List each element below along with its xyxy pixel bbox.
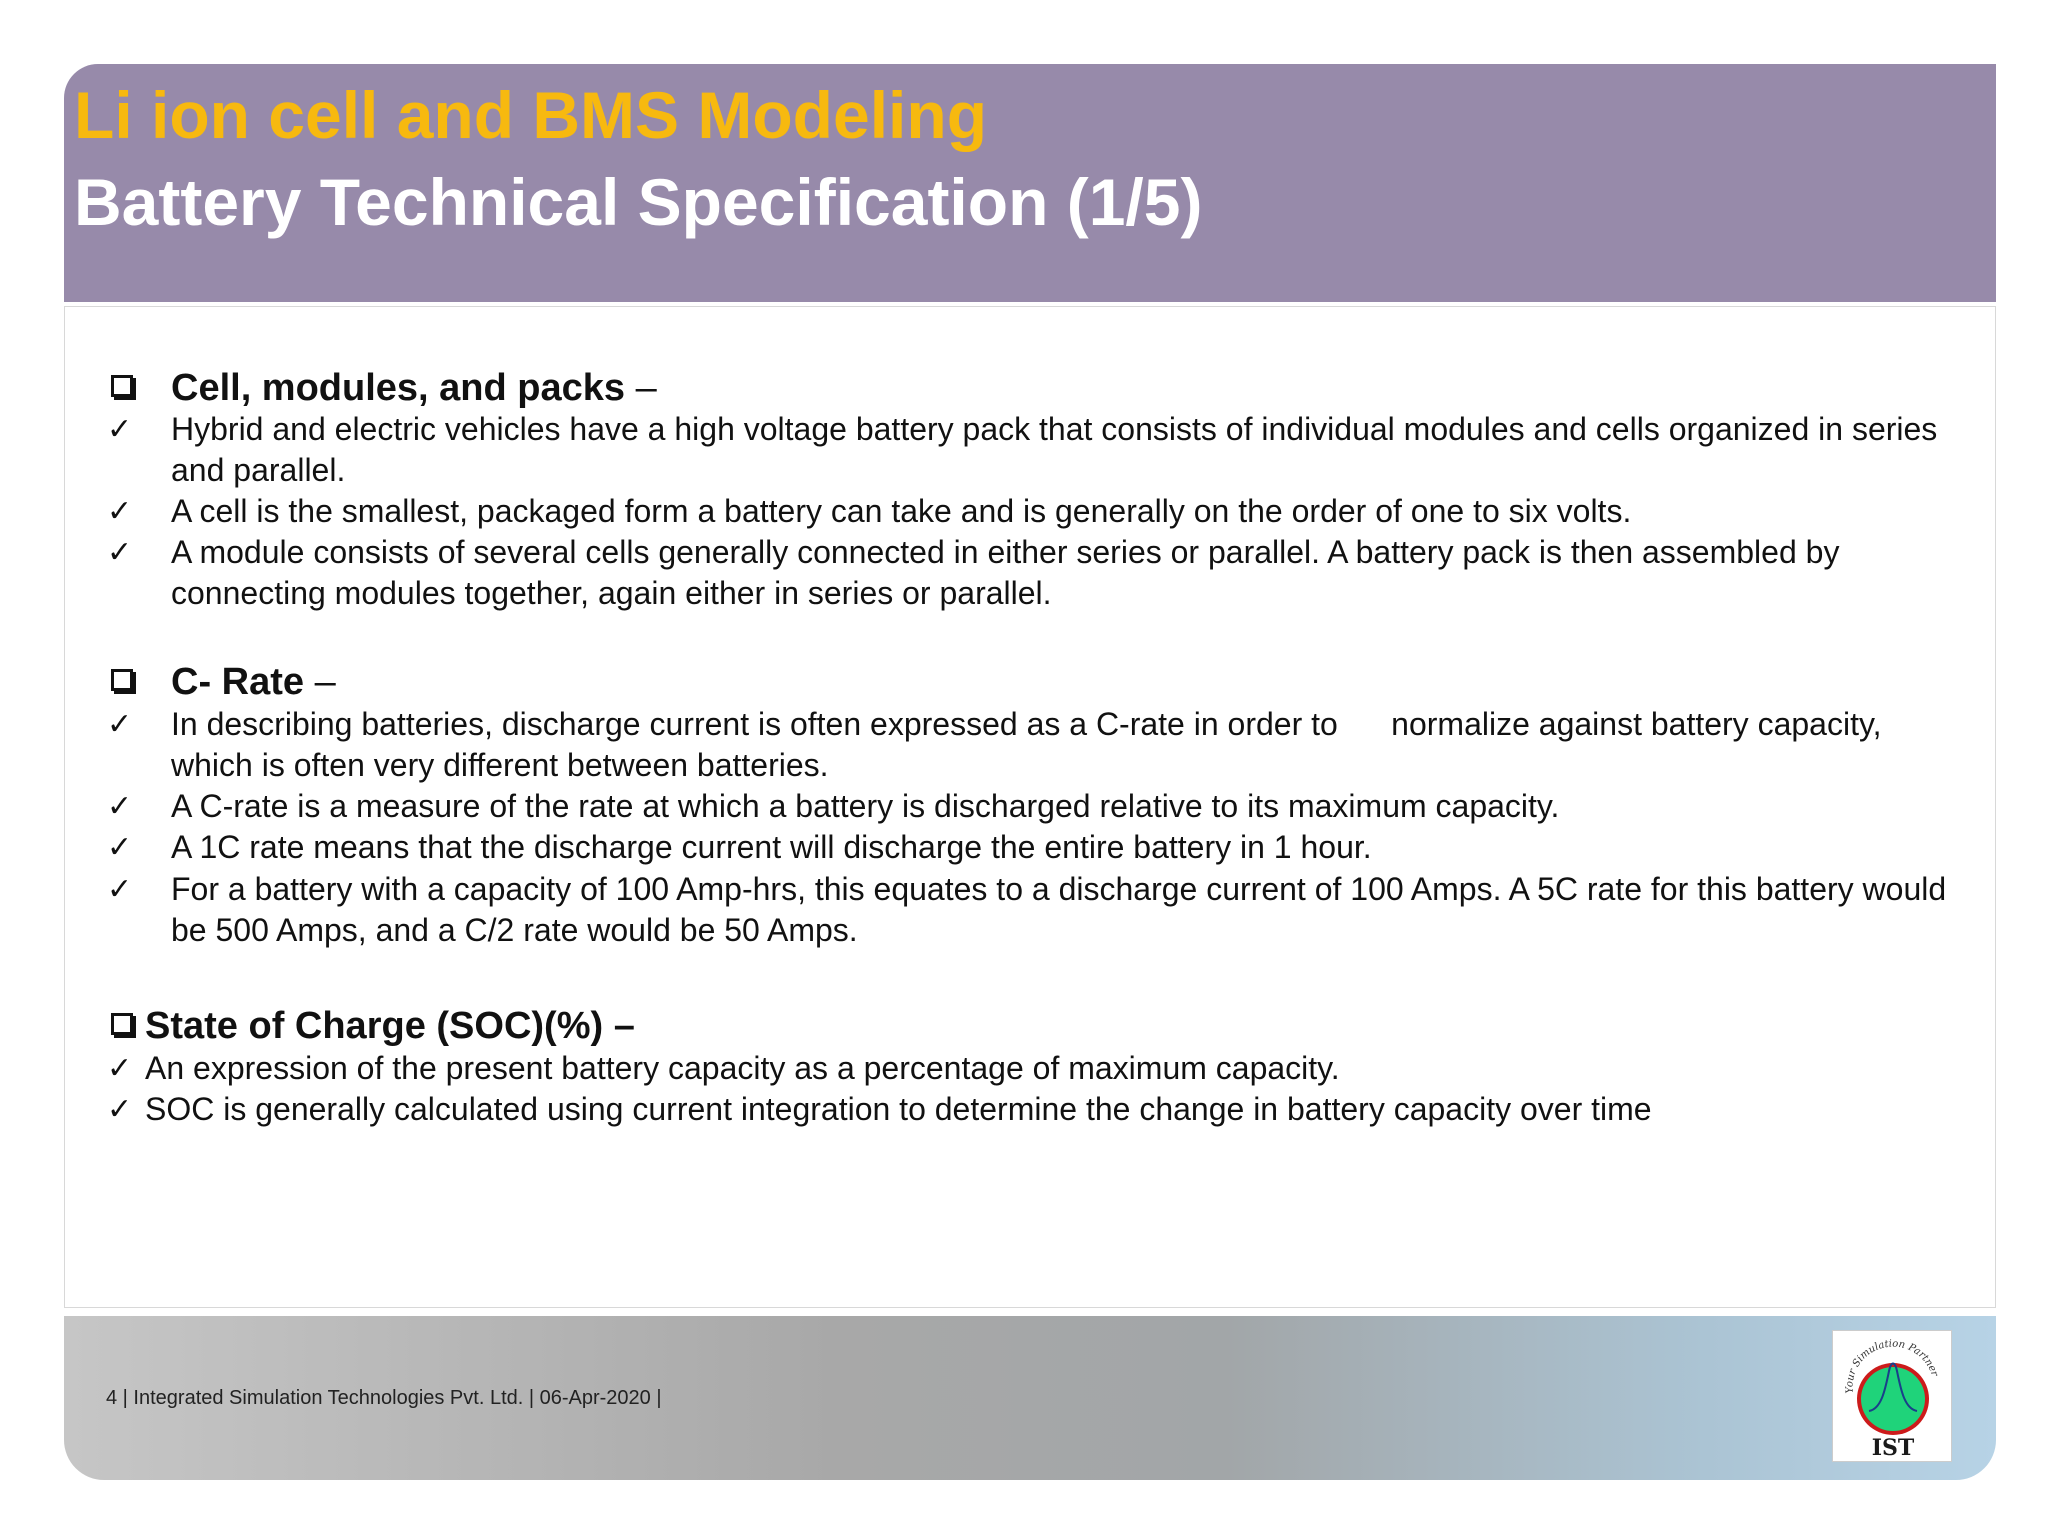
- checkbox-square-icon: [111, 1013, 133, 1035]
- header-banner: [64, 64, 1996, 302]
- section-title-dash: –: [304, 661, 336, 703]
- section-title-dash: –: [603, 1005, 635, 1047]
- section-title-text: C- Rate: [171, 661, 305, 703]
- checkbox-square-icon: [111, 669, 133, 691]
- checkmark-icon: ✓: [107, 495, 133, 528]
- checkmark-icon: ✓: [107, 413, 133, 446]
- list-item: An expression of the present battery capacity as a percentage of maximum capacity.: [145, 1050, 1340, 1086]
- list-item: Hybrid and electric vehicles have a high voltage battery pack that consists of individual modules and cells organized in series and parallel.: [171, 411, 1938, 488]
- checkmark-icon: ✓: [107, 708, 133, 741]
- section-title: [145, 1007, 635, 1045]
- list-item: SOC is generally calculated using current integration to determine the change in battery capacity over time: [145, 1091, 1652, 1127]
- logo-abbr: IST: [1871, 1435, 1915, 1461]
- list-item: A 1C rate means that the discharge current will discharge the entire battery in 1 hour.: [171, 829, 1372, 865]
- list-item: A cell is the smallest, packaged form a battery can take and is generally on the order of one to six volts.: [171, 493, 1632, 529]
- list-item: A C-rate is a measure of the rate at which a battery is discharged relative to its maximum capacity.: [171, 788, 1560, 824]
- section-title: [171, 663, 336, 701]
- section-title-dash: –: [625, 367, 657, 409]
- checkmark-icon: ✓: [107, 831, 133, 864]
- list-item: In describing batteries, discharge current is often expressed as a C-rate in order to normalize against battery capacity, which is often very different between batteries.: [171, 706, 1891, 783]
- checkmark-icon: ✓: [107, 1093, 133, 1126]
- ist-logo: [1832, 1330, 1952, 1462]
- footer-text: 4 | Integrated Simulation Technologies Pvt. Ltd. | 06-Apr-2020 |: [106, 1387, 662, 1409]
- ist-logo-icon: [1833, 1331, 1951, 1461]
- checkmark-icon: ✓: [107, 873, 133, 906]
- content-panel: [64, 306, 1996, 1308]
- list-item: For a battery with a capacity of 100 Amp-hrs, this equates to a discharge current of 100 Amps. A 5C rate for this battery would be 500 Amps, and a C/2 rate would be 50 Amps.: [171, 871, 1947, 948]
- section-title-text: Cell, modules, and packs: [171, 367, 626, 409]
- slide-subtitle: Battery Technical Specification (1/5): [74, 165, 1203, 239]
- checkmark-icon: ✓: [107, 1052, 133, 1085]
- section-title: [171, 369, 657, 407]
- footer-bar: [64, 1316, 1996, 1480]
- checkmark-icon: ✓: [107, 790, 133, 823]
- list-item: A module consists of several cells generally connected in either series or parallel. A battery pack is then assembled by connecting modules together, again either in series or parallel.: [171, 534, 1840, 611]
- logo-arc-text: Your Simulation Partner: [1844, 1338, 1940, 1394]
- checkbox-square-icon: [111, 375, 133, 397]
- slide-title: Li ion cell and BMS Modeling: [74, 78, 988, 152]
- checkmark-icon: ✓: [107, 536, 133, 569]
- section-title-text: State of Charge (SOC)(%): [145, 1005, 604, 1047]
